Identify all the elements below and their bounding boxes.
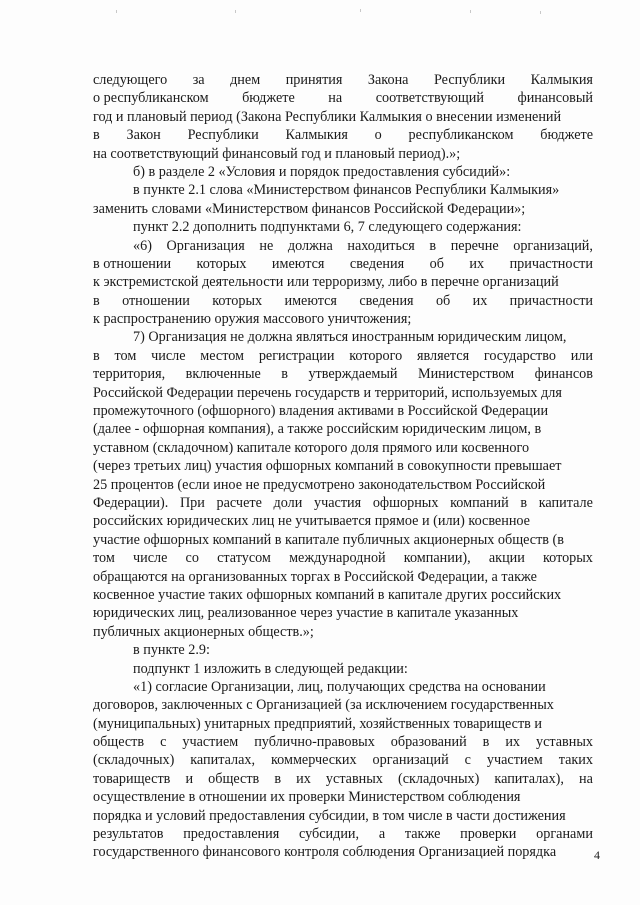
text-word: 7) Организация не должна являться иностранным юридическим лицом, [133,329,567,346]
text-word: в [274,770,282,787]
text-word: При [179,494,205,511]
text-word: уставных [535,734,593,751]
scan-artifact [360,9,361,12]
text-line [93,71,593,89]
text-word: на [579,770,593,787]
text-word: год и плановый период (Закона Республики Калмыкия о внесении изменений [93,108,562,125]
text-word: местом [200,347,245,364]
text-word: расчете [216,494,262,511]
text-word: перечне [450,237,499,254]
text-word: находиться [347,237,415,254]
text-word: (через третьих лиц) участия офшорных компаний в совокупности превышает [93,458,562,475]
text-word: участием [182,734,239,751]
text-line [93,145,593,163]
text-line [93,733,593,751]
text-word: с [464,752,471,769]
text-line [93,678,593,696]
document-body [93,71,593,862]
text-word: числе [151,347,186,364]
text-word: финансов [534,366,593,383]
text-word: причастности [509,292,593,309]
scan-artifact [470,10,471,13]
text-word: результатов [93,826,164,843]
text-word: или [570,347,593,364]
text-line [93,807,593,825]
text-line [93,310,593,328]
text-word: офшорных [372,494,439,511]
text-word: промежуточного (офшорного) владения активами в Российской Федерации [93,403,549,420]
text-word: в отношении [93,255,172,272]
text-line [93,255,593,273]
text-word: организаций, [513,237,593,254]
text-word: доли [273,494,303,511]
text-word: предоставления [183,826,280,843]
text-word: российских юридических лиц не учитывается прямое и (или) косвенное [93,513,530,530]
text-word: днем [230,72,261,88]
text-line [93,347,593,365]
text-word: порядка и условий предоставления субсидии, в том числе в части достижения [93,807,566,824]
text-word: заменить словами «Министерством финансов Российской Федерации»; [93,200,526,217]
text-line [93,549,593,567]
scan-artifact [235,10,236,13]
text-word: коммерческих [270,752,357,769]
text-word: в пункте 2.1 слова «Министерством финансов Республики Калмыкия» [133,182,560,199]
text-word: и [185,770,194,787]
text-word: которых [543,550,593,567]
text-line [93,402,593,420]
text-word: Калмыкия [530,72,593,88]
text-word: Республики [433,72,506,88]
text-word: (складочных) [93,752,175,769]
text-line [93,163,593,181]
text-line [93,568,593,586]
text-word: капитале [538,494,593,511]
text-word: органами [536,826,593,843]
text-word: на соответствующий финансовый год и плановый период).»; [93,145,461,162]
text-word: к распространению оружия массового уничтожения; [93,311,412,328]
text-word: участия [314,494,362,511]
text-word: имеются [271,255,325,272]
text-word: 25 процентов (если иное не предусмотрено законодательством Российской [93,476,546,493]
text-word: участием [486,752,543,769]
text-word: регистрации [258,347,335,364]
text-word: в [93,292,100,309]
text-word: которого [349,347,403,364]
text-word: в [520,494,528,511]
text-line [93,751,593,769]
text-word: на [328,90,343,107]
text-word: которых [196,255,247,272]
text-word: статусом [217,550,271,567]
text-word: Закона [367,72,409,88]
text-word: следующего [93,72,168,88]
text-word: Министерством [417,366,515,383]
scan-artifact [540,11,541,14]
text-line [93,586,593,604]
text-word: о [374,127,382,144]
text-word: таких [558,752,593,769]
text-line [93,181,593,199]
text-word: числе [132,550,168,567]
text-word: косвенное участие таких офшорных компаний в капитале других российских [93,586,562,603]
text-word: их [505,734,521,751]
text-word: территория, [93,366,166,383]
text-word: сведения [359,292,414,309]
text-line [93,696,593,714]
text-line [93,660,593,678]
text-word: (складочных) [398,770,480,787]
text-word: публично-правовых [254,734,375,751]
text-word: (далее - офшорная компания), а также российским юридическим лицом, в [93,421,542,438]
text-line [93,788,593,806]
text-line [93,218,593,236]
text-line [93,770,593,788]
page-number: 4 [594,848,600,862]
text-line [93,273,593,291]
text-word: компании), [403,550,471,567]
text-word: государство [483,347,556,364]
text-line [93,494,593,512]
text-word: б) в разделе 2 «Условия и порядок предоставления субсидий»: [133,163,511,180]
text-word: обществ [208,770,260,787]
text-line [93,126,593,144]
text-line [93,328,593,346]
text-word: включенные [185,366,261,383]
text-word: договоров, заключенных с Организацией (за исключением государственных [93,697,554,714]
text-word: международной [289,550,386,567]
text-word: государственного финансового контроля соблюдения Организацией порядка [93,844,557,861]
text-word: отношении [122,292,190,309]
text-word: в [281,366,288,383]
text-word: бюджете [242,90,295,107]
text-word: товариществ [93,770,171,787]
text-word: с [160,734,167,751]
text-line [93,365,593,383]
text-word: субсидии, [299,826,360,843]
text-line [93,420,593,438]
text-word: (муниципальных) унитарных предприятий, хозяйственных товариществ и [93,715,542,732]
text-word: капиталах, [190,752,256,769]
text-word: также [404,826,441,843]
text-word: в [482,734,490,751]
text-word: а [378,826,386,843]
text-word: в [429,237,437,254]
text-word: в [93,127,100,144]
text-word: финансовый [517,90,593,107]
text-word: «6) [133,237,152,254]
text-word: со [185,550,199,567]
text-word: компаний [450,494,509,511]
text-word: имеются [284,292,337,309]
text-line [93,604,593,622]
text-word: об [435,292,451,309]
text-word: за [192,72,205,88]
text-word: «1) согласие Организации, лиц, получающих средства на основании [133,678,546,695]
text-word: участие офшорных компаний в капитале публичных акционерных обществ (в [93,531,564,548]
text-word: к экстремистской деятельности или терроризму, либо в перечне организаций [93,274,559,291]
text-word: обращаются на организованных торгах в Российской Федерации, а также [93,568,537,585]
text-word: республиканском [408,127,514,144]
text-word: образований [390,734,467,751]
text-word: принятия [285,72,343,88]
text-word: Калмыкия [285,127,348,144]
text-word: подпункт 1 изложить в следующей редакции: [133,660,408,677]
text-word: пункт 2.2 дополнить подпунктами 6, 7 следующего содержания: [133,219,522,236]
text-word: сведения [349,255,405,272]
text-word: организаций [372,752,449,769]
text-word: капиталах), [494,770,564,787]
text-line [93,715,593,733]
text-word: об [429,255,444,272]
text-word: том [114,347,137,364]
text-word: осуществление в отношении их проверки Министерством соблюдения [93,789,521,806]
text-word: акции [488,550,525,567]
text-line [93,108,593,126]
text-word: Организация [166,237,245,254]
text-line [93,384,593,402]
text-word: не [259,237,274,254]
text-word: их [469,255,485,272]
text-line [93,843,593,861]
text-word: уставных [325,770,383,787]
text-word: причастности [509,255,593,272]
text-line [93,531,593,549]
text-word: проверки [460,826,517,843]
text-word: бюджете [540,127,593,144]
text-line [93,237,593,255]
text-word: Федерации). [93,494,169,511]
text-word: обществ [93,734,145,751]
text-word: которых [212,292,263,309]
text-line [93,89,593,107]
text-line [93,457,593,475]
text-word: уставном (складочном) капитале которого доля прямого или косвенного [93,439,530,456]
text-word: является [416,347,470,364]
text-line [93,623,593,641]
text-word: о республиканском [93,90,209,107]
text-word: юридических лиц, реализованное через участие в капитале указанных [93,605,519,622]
text-word: в [93,347,100,364]
text-word: публичных акционерных обществ.»; [93,623,314,640]
text-line [93,825,593,843]
text-line [93,512,593,530]
text-word: том [93,550,115,567]
text-word: должна [287,237,333,254]
text-word: их [472,292,488,309]
text-line [93,439,593,457]
text-word: Российской Федерации перечень государств и территорий, используемых для [93,384,562,401]
text-word: соответствующий [375,90,484,107]
text-word: их [296,770,311,787]
text-word: утверждаемый [308,366,398,383]
text-word: Республики [187,127,259,144]
text-line [93,200,593,218]
text-word: Закон [126,127,161,144]
scan-artifact [116,10,117,13]
text-line [93,292,593,310]
text-word: в пункте 2.9: [133,642,210,659]
text-line [93,476,593,494]
text-line [93,641,593,659]
